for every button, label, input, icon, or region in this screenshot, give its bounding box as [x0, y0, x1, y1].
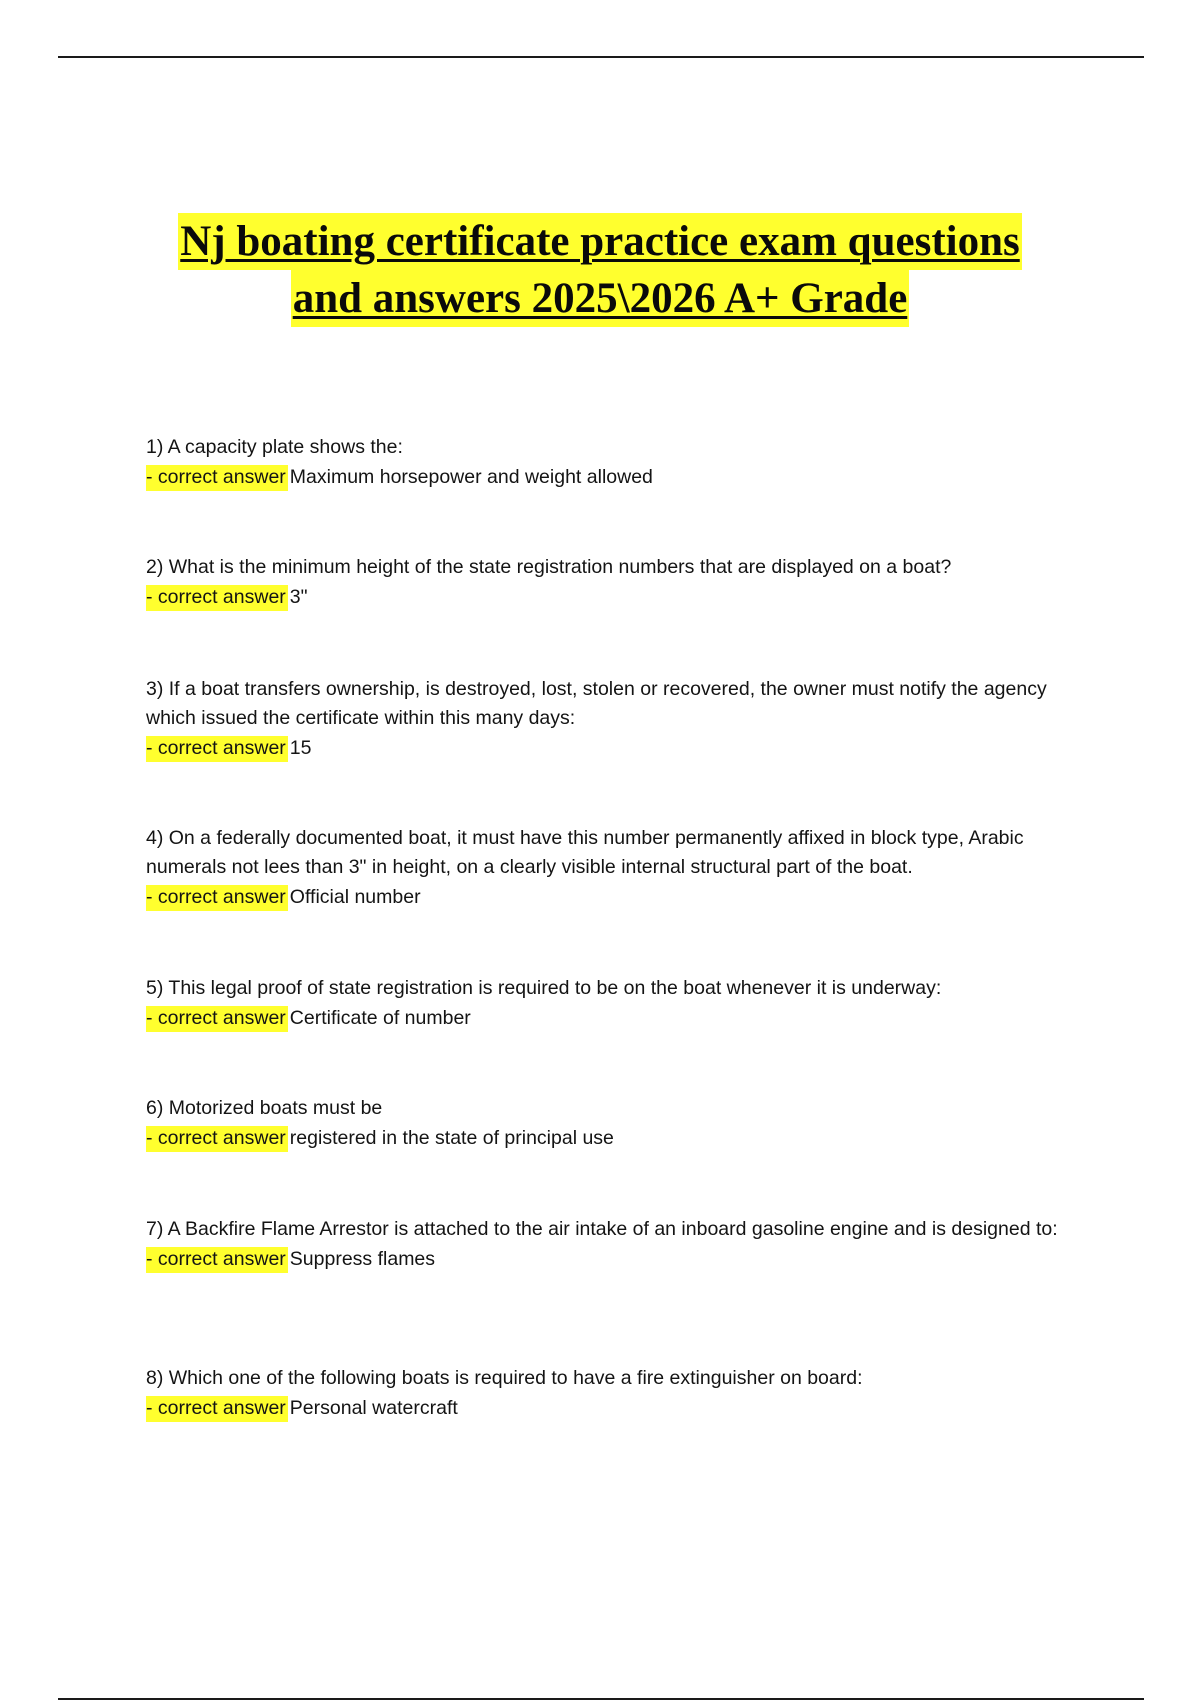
correct-answer-label: - correct answer	[146, 1247, 288, 1273]
answer-line	[146, 883, 1086, 912]
question-item-7	[146, 1215, 1086, 1274]
question-text: 1) A capacity plate shows the:	[146, 436, 403, 458]
top-rule	[58, 56, 1144, 58]
document-title	[100, 213, 1100, 327]
question-item-8	[146, 1364, 1086, 1423]
question-item-3	[146, 675, 1086, 763]
answer-line	[146, 463, 1086, 492]
answer-text: Certificate of number	[289, 1007, 471, 1029]
question-text: 5) This legal proof of state registration is required to be on the boat whenever it is underway:	[146, 977, 942, 999]
question-item-2	[146, 553, 1086, 612]
correct-answer-label: - correct answer	[146, 1396, 288, 1422]
answer-text: Official number	[289, 886, 421, 908]
answer-line	[146, 1004, 1086, 1033]
correct-answer-label: - correct answer	[146, 1126, 288, 1152]
answer-text: 15	[289, 737, 312, 759]
answer-text: Personal watercraft	[289, 1397, 458, 1419]
question-item-5	[146, 974, 1086, 1033]
answer-text: Suppress flames	[289, 1248, 436, 1270]
answer-line	[146, 583, 1086, 612]
answer-line	[146, 1245, 1086, 1274]
answer-line	[146, 734, 1086, 763]
correct-answer-label: - correct answer	[146, 1006, 288, 1032]
correct-answer-label: - correct answer	[146, 465, 288, 491]
question-item-4	[146, 824, 1086, 912]
question-text: 4) On a federally documented boat, it must have this number permanently affixed in block type, Arabic numerals not lees than 3" in height, on a clearly visible internal structural part of the boat.	[146, 827, 1024, 878]
correct-answer-label: - correct answer	[146, 885, 288, 911]
answer-line	[146, 1394, 1086, 1423]
correct-answer-label: - correct answer	[146, 736, 288, 762]
question-text: 2) What is the minimum height of the state registration numbers that are displayed on a boat?	[146, 556, 952, 578]
question-text: 3) If a boat transfers ownership, is destroyed, lost, stolen or recovered, the owner must notify the agency which issued the certificate within this many days:	[146, 678, 1047, 729]
answer-line	[146, 1124, 1086, 1153]
answer-text: Maximum horsepower and weight allowed	[289, 466, 653, 488]
answer-text: registered in the state of principal use	[289, 1127, 614, 1149]
question-text: 8) Which one of the following boats is required to have a fire extinguisher on board:	[146, 1367, 863, 1389]
title-line-1: Nj boating certificate practice exam questions	[178, 213, 1022, 270]
question-text: 6) Motorized boats must be	[146, 1097, 383, 1119]
correct-answer-label: - correct answer	[146, 585, 288, 611]
title-line-2: and answers 2025\2026 A+ Grade	[291, 270, 910, 327]
question-text: 7) A Backfire Flame Arrestor is attached to the air intake of an inboard gasoline engine and is designed to:	[146, 1218, 1058, 1240]
answer-text: 3"	[289, 586, 308, 608]
question-item-1	[146, 433, 1086, 492]
question-item-6	[146, 1094, 1086, 1153]
